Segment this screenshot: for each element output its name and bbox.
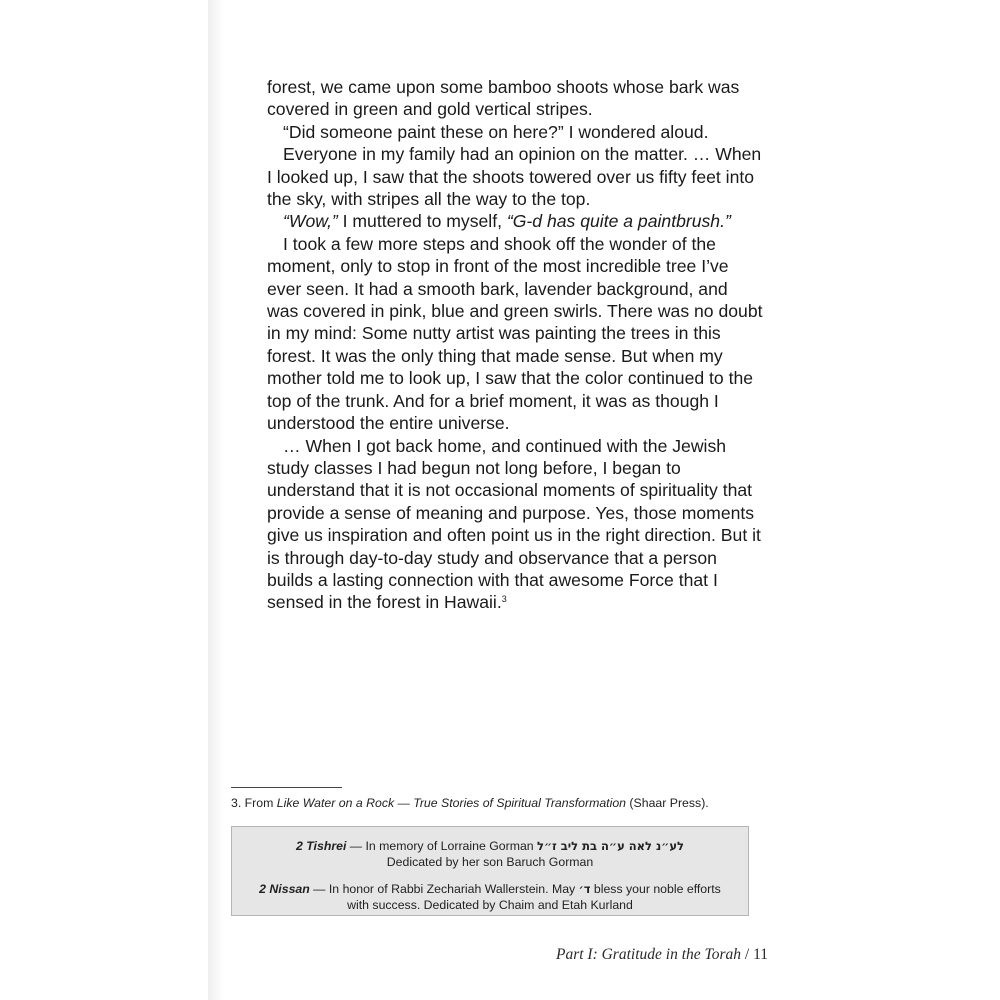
dedication-2-text-end: bless your noble efforts bbox=[590, 882, 721, 896]
dedication-2-line-2: with success. Dedicated by Chaim and Etah Kurland bbox=[347, 897, 633, 912]
dedication-2-text: — In honor of Rabbi Zechariah Wallerstein. May bbox=[309, 882, 579, 896]
footnote-prefix: 3. From bbox=[231, 796, 277, 810]
page-gutter-shadow bbox=[208, 0, 224, 1000]
footnote-book-title: Like Water on a Rock — True Stories of Spiritual Transformation bbox=[276, 796, 627, 810]
footnote bbox=[231, 795, 771, 811]
body-text bbox=[267, 76, 763, 614]
running-footer-separator: / bbox=[741, 946, 754, 963]
dedication-1-line-2: Dedicated by her son Baruch Gorman bbox=[386, 854, 594, 869]
dedication-2 bbox=[232, 882, 748, 913]
dedication-2-date: 2 Nissan bbox=[259, 882, 310, 896]
quote-wow: “Wow,” bbox=[283, 211, 338, 232]
footnote-divider bbox=[231, 787, 342, 788]
running-footer-section: Part I: Gratitude in the Torah bbox=[555, 946, 741, 963]
running-footer bbox=[556, 946, 768, 964]
footnote-suffix: (Shaar Press). bbox=[626, 796, 709, 810]
dedication-2-hebrew: ד׳ bbox=[578, 882, 591, 896]
dedication-1-hebrew: לע״נ לאה ע״ה בת ליב ז״ל bbox=[537, 839, 684, 853]
paragraph-2: “Did someone paint these on here?” I wondered aloud. bbox=[283, 121, 709, 142]
dedication-box bbox=[231, 826, 749, 916]
dedication-1 bbox=[232, 839, 748, 870]
paragraph-1: forest, we came upon some bamboo shoots whose bark was covered in green and gold vertical stripes. bbox=[267, 77, 740, 120]
dedication-1-date: 2 Tishrei bbox=[296, 839, 347, 853]
footnote-reference[interactable]: 3 bbox=[501, 594, 507, 605]
paragraph-6 bbox=[267, 435, 763, 614]
paragraph-3: Everyone in my family had an opinion on the matter. … When I looked up, I saw that the shoots towered over us fifty feet into the sky, with stripes all the way to the top. bbox=[267, 144, 762, 210]
quote-paintbrush: “G-d has quite a paintbrush.” bbox=[506, 211, 731, 232]
dedication-1-line-1 bbox=[232, 839, 748, 855]
dedication-1-text: — In memory of Lorraine Gorman bbox=[346, 839, 538, 853]
paragraph-5: I took a few more steps and shook off the wonder of the moment, only to stop in front of the most incredible tree I’ve ever seen. It had a smooth bark, lavender background, and was covered in pink, blue and green swirls. There was no doubt in my mind: Some nutty artist was painting the trees in this forest. It was the only thing that made sense. But when my mother told me to look up, I saw that the color continued to the top of the trunk. And for a brief moment, it was as though I understood the entire universe. bbox=[267, 233, 763, 434]
dedication-2-line-1 bbox=[232, 882, 748, 898]
paragraph-4 bbox=[267, 210, 763, 232]
paragraph-4-middle: I muttered to myself, bbox=[337, 211, 507, 232]
page-number: 11 bbox=[753, 946, 768, 963]
paragraph-6-text: … When I got back home, and continued with the Jewish study classes I had begun not long before, I began to understand that it is not occasional moments of spirituality that provide a sense of meaning and purpose. Yes, those moments give us inspiration and often point us in the right direction. But it is through day-to-day study and observance that a person builds a lasting connection with that awesome Force that I sensed in the forest in Hawaii. bbox=[267, 435, 761, 613]
